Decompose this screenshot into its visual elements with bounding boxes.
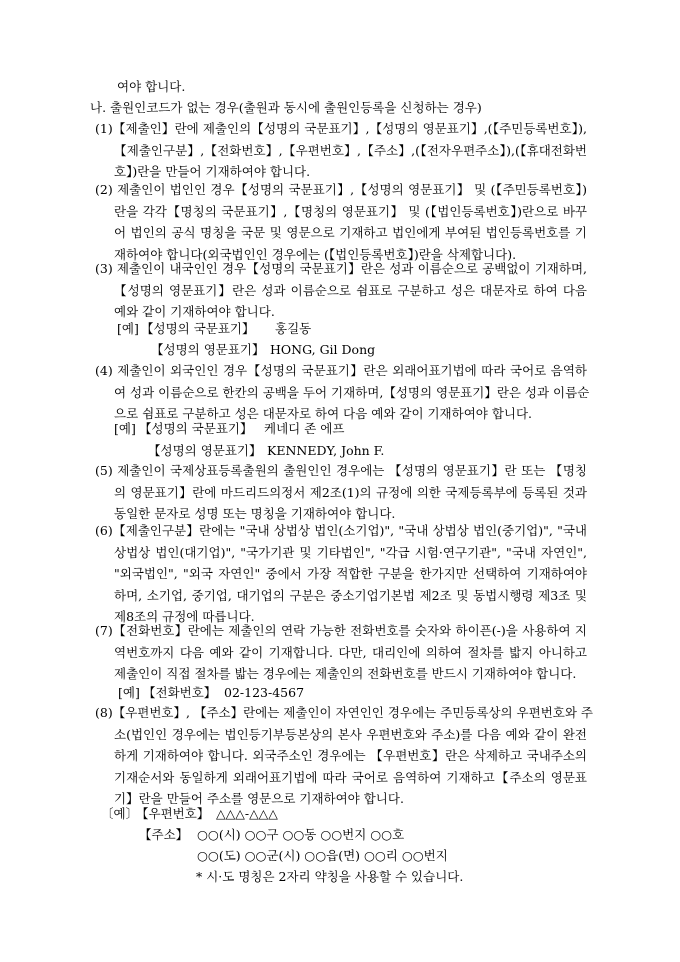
- example-marker: [예]: [117, 321, 139, 336]
- paragraph-line: (1)【제출인】란에 제출인의【성명의 국문표기】,【성명의 영문표기】,(【주민등록번호】),: [95, 121, 587, 136]
- paragraph-line: (8)【우편번호】, 【주소】란에는 제출인이 자연인인 경우에는 주민등록상의 우편번호와 주: [95, 705, 593, 720]
- example-label: 【성명의 영문표기】: [148, 443, 262, 458]
- paragraph-3: [95, 258, 587, 323]
- paragraph-2: [95, 179, 587, 265]
- section-heading: 나. 출원인코드가 없는 경우(출원과 동시에 출원인등록을 신청하는 경우): [90, 100, 482, 115]
- address-label: 【주소】: [139, 827, 189, 842]
- paragraph-line: (5) 제출인이 국제상표등록출원의 출원인인 경우에는 【성명의 영문표기】란 또는 【명칭: [95, 463, 587, 478]
- paragraph-4: [95, 360, 590, 425]
- example-value: HONG, Gil Dong: [270, 342, 376, 357]
- example-marker: 〔예〕: [101, 806, 139, 821]
- paragraph-7: [95, 620, 587, 685]
- paragraph-line: (7)【전화번호】란에는 제출인의 연락 가능한 전화번호를 숫자와 하이픈(-)을 사용하여 지: [95, 623, 587, 638]
- paragraph-line: (6)【제출인구분】란에는 "국내 상법상 법인(소기업)", "국내 상법상 법인(중기업)", "국내: [95, 523, 587, 538]
- paragraph-line: (3) 제출인이 내국인인 경우【성명의 국문표기】란은 성과 이름순으로 공백없이 기재하며,: [95, 261, 587, 276]
- paragraph-line: 란을 각각【명칭의 국문표기】,【명칭의 영문표기】 및 (【법인등록번호】)란으로 바꾸: [114, 203, 587, 219]
- paragraph-line: 제8조의 규정에 따릅니다.: [114, 609, 255, 624]
- example-label: 【성명의 국문표기】: [139, 421, 253, 436]
- address-line-2: ○○(도) ○○군(시) ○○읍(면) ○○리 ○○번지: [197, 848, 448, 863]
- address-note: * 시·도 명칭은 2자리 약칭을 사용할 수 있습니다.: [196, 869, 464, 884]
- paragraph-line: 하게 기재하여야 합니다. 외국주소인 경우에는 【우편번호】란은 삭제하고 국내주소의: [114, 748, 587, 763]
- paragraph-line: (4) 제출인이 외국인인 경우【성명의 국문표기】란은 외래어표기법에 따라 국어로 음역하: [95, 363, 587, 378]
- paragraph-line: 어 법인의 공식 명칭을 국문 및 영문으로 기재하고 법인에게 부여된 법인등록번호를 기: [114, 225, 587, 240]
- paragraph-8: [95, 702, 593, 810]
- paragraph-line: 예와 같이 기재하여야 합니다.: [114, 304, 275, 319]
- paragraph-line: 역번호까지 다음 예와 같이 기재합니다. 다만, 대리인에 의하여 절차를 밟지 아니하고: [114, 644, 587, 660]
- paragraph-line: 상법상 법인(대기업)", "국가기관 및 기타법인", "각급 시험·연구기관", "국내 자연인",: [114, 544, 587, 560]
- example-value: 홍길동: [275, 321, 312, 336]
- example-label: 【전화번호】: [143, 685, 217, 700]
- paragraph-line: 재하여야 합니다(외국법인인 경우에는 (【법인등록번호】)란을 삭제합니다).: [114, 246, 517, 262]
- example-value: 케네디 존 에프: [264, 421, 345, 436]
- paragraph-6: [95, 520, 587, 628]
- intro-line: 여야 합니다.: [117, 79, 186, 94]
- paragraph-1: [95, 118, 587, 183]
- paragraph-line: 여 성과 이름순으로 한칸의 공백을 두어 기재하며,【성명의 영문표기】란은 성과 이름순: [114, 384, 590, 400]
- zip-value: △△△-△△△: [216, 806, 278, 821]
- paragraph-line: 호】)란을 만들어 기재하여야 합니다.: [114, 164, 311, 179]
- paragraph-line: 동일한 문자로 성명 또는 명칭을 기재하여야 합니다.: [114, 506, 396, 521]
- example-marker: [예]: [118, 685, 140, 700]
- paragraph-line: "외국법인", "외국 자연인" 중에서 가장 적합한 구분을 한가지만 선택하여 기재하여야: [114, 566, 587, 581]
- paragraph-line: 하며, 소기업, 중기업, 대기업의 구분은 중소기업기본법 제2조 및 동법시행령 제3조 및: [114, 587, 587, 603]
- paragraph-line: 제출인이 직접 절차를 밟는 경우에는 제출인의 전화번호를 반드시 기재하여야 합니다.: [114, 666, 577, 681]
- paragraph-line: 으로 쉼표로 구분하고 성은 대문자로 하여 다음 예와 같이 기재하여야 합니다.: [114, 406, 533, 421]
- paragraph-line: 기】란을 만들어 주소를 영문으로 기재하여야 합니다.: [114, 791, 404, 806]
- paragraph-line: 【성명의 영문표기】란은 성과 이름순으로 쉼표로 구분하고 성은 대문자로 하여 다음: [114, 282, 587, 298]
- paragraph-line: (2) 제출인이 법인인 경우【성명의 국문표기】,【성명의 영문표기】 및 (【주민등록번호】): [95, 182, 587, 197]
- example-marker: [예]: [114, 421, 136, 436]
- paragraph-5: [95, 460, 587, 525]
- example-label: 【성명의 영문표기】: [151, 342, 265, 357]
- example-value: KENNEDY, John F.: [267, 443, 385, 458]
- paragraph-line: 소(법인인 경우에는 법인등기부등본상의 본사 우편번호와 주소)를 다음 예와 같이 완전: [114, 726, 587, 742]
- zip-label: 【우편번호】: [136, 806, 210, 821]
- address-line-1: ○○(시) ○○구 ○○동 ○○번지 ○○호: [197, 827, 405, 842]
- paragraph-line: 【제출인구분】,【전화번호】,【우편번호】,【주소】,(【전자우편주소】),(【휴대전화번: [114, 142, 587, 158]
- paragraph-line: 의 영문표기】란에 마드리드의정서 제2조(1)의 규정에 의한 국제등록부에 등록된 것과: [114, 484, 587, 500]
- example-value: 02-123-4567: [224, 685, 305, 700]
- paragraph-line: 기재순서와 동일하게 외래어표기법에 따라 국어로 음역하여 기재하고【주소의 영문표: [114, 769, 587, 785]
- example-label: 【성명의 국문표기】: [141, 321, 255, 336]
